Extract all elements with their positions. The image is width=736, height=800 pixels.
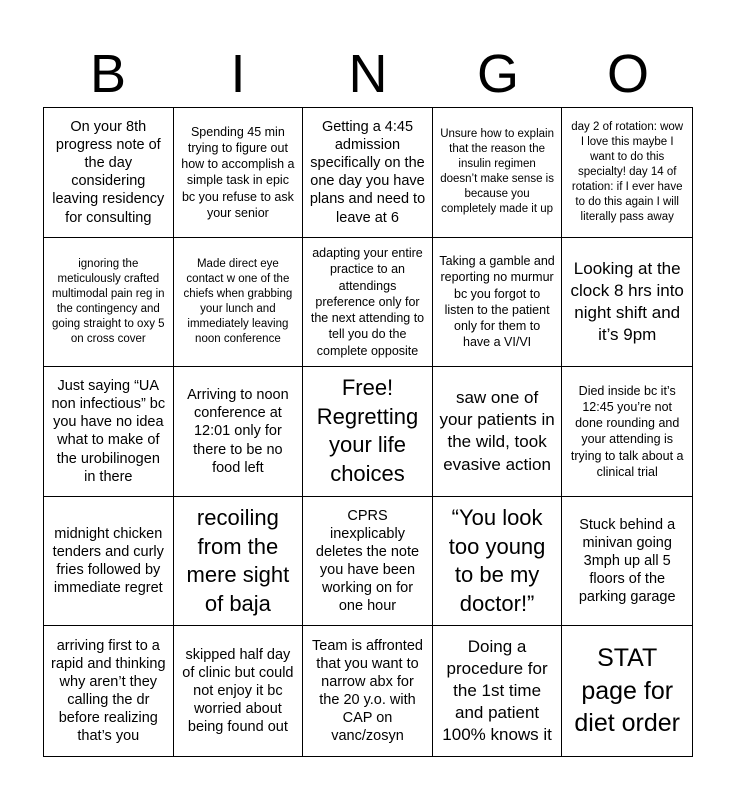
bingo-cell [303, 108, 433, 238]
bingo-cell [174, 238, 304, 368]
bingo-cell-text: Spending 45 min trying to figure out how to accomplish a simple task in epic bc you refuse to ask your senior [181, 124, 295, 220]
bingo-cell [433, 108, 563, 238]
bingo-cell [174, 626, 304, 756]
bingo-cell-text: “You look too young to be my doctor!” [448, 504, 546, 616]
bingo-cell [44, 238, 174, 368]
bingo-cell-text: Made direct eye contact w one of the chiefs when grabbing your lunch and immediately leaving noon conference [183, 258, 293, 345]
bingo-cell [303, 238, 433, 368]
bingo-cell [303, 497, 433, 627]
bingo-cell [433, 238, 563, 368]
header-letter-n: N [348, 44, 388, 104]
bingo-cell-text: Taking a gamble and reporting no murmur bc you forgot to listen to the patient only for them to have a VI/VI [439, 254, 555, 350]
bingo-cell-text: Unsure how to explain that the reason the insulin regimen doesn’t make sense is because you completely made it up [440, 128, 554, 216]
bingo-cell [44, 367, 174, 497]
bingo-cell [174, 367, 304, 497]
bingo-cell [433, 497, 563, 627]
bingo-cell-text: Free! Regretting your life choices [316, 375, 419, 487]
bingo-cell-text: adapting your entire practice to an attendings preference only for the next attending to tell you do the complete opposite [310, 246, 425, 358]
bingo-cell [562, 497, 692, 627]
bingo-cell-text: day 2 of rotation: wow I love this maybe I want to do this specialty! day 14 of rotation: if I ever have to do this again I will literally pass away [571, 121, 684, 223]
bingo-cell-text: On your 8th progress note of the day considering leaving residency for consulting [52, 118, 165, 226]
bingo-cell-free [303, 367, 433, 497]
bingo-cell [562, 367, 692, 497]
bingo-header [43, 40, 693, 108]
bingo-grid [43, 107, 693, 757]
bingo-cell-text: arriving first to a rapid and thinking why aren’t they calling the dr before realizing that’s you [51, 637, 166, 745]
header-letter-g: G [476, 44, 519, 104]
bingo-cell-text: recoiling from the mere sight of baja [186, 504, 290, 616]
bingo-cell-text: skipped half day of clinic but could not enjoy it bc worried about being found out [182, 646, 294, 736]
header-letter-o: O [606, 44, 649, 104]
bingo-cell [44, 626, 174, 756]
bingo-cell-text: ignoring the meticulously crafted multimodal pain reg in the contingency and going straight to oxy 5 on cross cover [52, 258, 165, 345]
bingo-cell-text: Stuck behind a minivan going 3mph up all 5 floors of the parking garage [578, 516, 676, 606]
header-letter-i: I [230, 44, 246, 104]
bingo-cell [174, 497, 304, 627]
bingo-cell [562, 626, 692, 756]
bingo-cell-text: STAT page for diet order [574, 644, 680, 738]
bingo-cell [44, 108, 174, 238]
bingo-cell [303, 626, 433, 756]
bingo-cell-text: Looking at the clock 8 hrs into night shift and it’s 9pm [570, 258, 684, 344]
bingo-cell-text: Team is affronted that you want to narrow abx for the 20 y.o. with CAP on vanc/zosyn [312, 637, 423, 745]
bingo-cell [562, 238, 692, 368]
bingo-cell-text: Just saying “UA non infectious” bc you have no idea what to make of the urobilinogen in there [51, 378, 166, 485]
bingo-cell-text: Arriving to noon conference at 12:01 only for there to be no food left [187, 387, 289, 476]
bingo-cell-text: CPRS inexplicably deletes the note you have been working on for one hour [315, 507, 420, 615]
bingo-cell [562, 108, 692, 238]
bingo-cell [44, 497, 174, 627]
bingo-cell [174, 108, 304, 238]
header-letter-b: B [89, 44, 127, 104]
bingo-cell-text: Died inside bc it’s 12:45 you’re not done rounding and your attending is trying to talk about a clinical trial [570, 383, 684, 479]
bingo-cell-text: Getting a 4:45 admission specifically on the one day you have plans and need to leave at 6 [309, 118, 426, 226]
bingo-cell [433, 626, 563, 756]
bingo-cell [433, 367, 563, 497]
bingo-cell-text: Doing a procedure for the 1st time and patient 100% knows it [442, 636, 552, 745]
bingo-cell-text: midnight chicken tenders and curly fries followed by immediate regret [52, 525, 164, 597]
bingo-cell-text: saw one of your patients in the wild, took evasive action [439, 388, 555, 474]
